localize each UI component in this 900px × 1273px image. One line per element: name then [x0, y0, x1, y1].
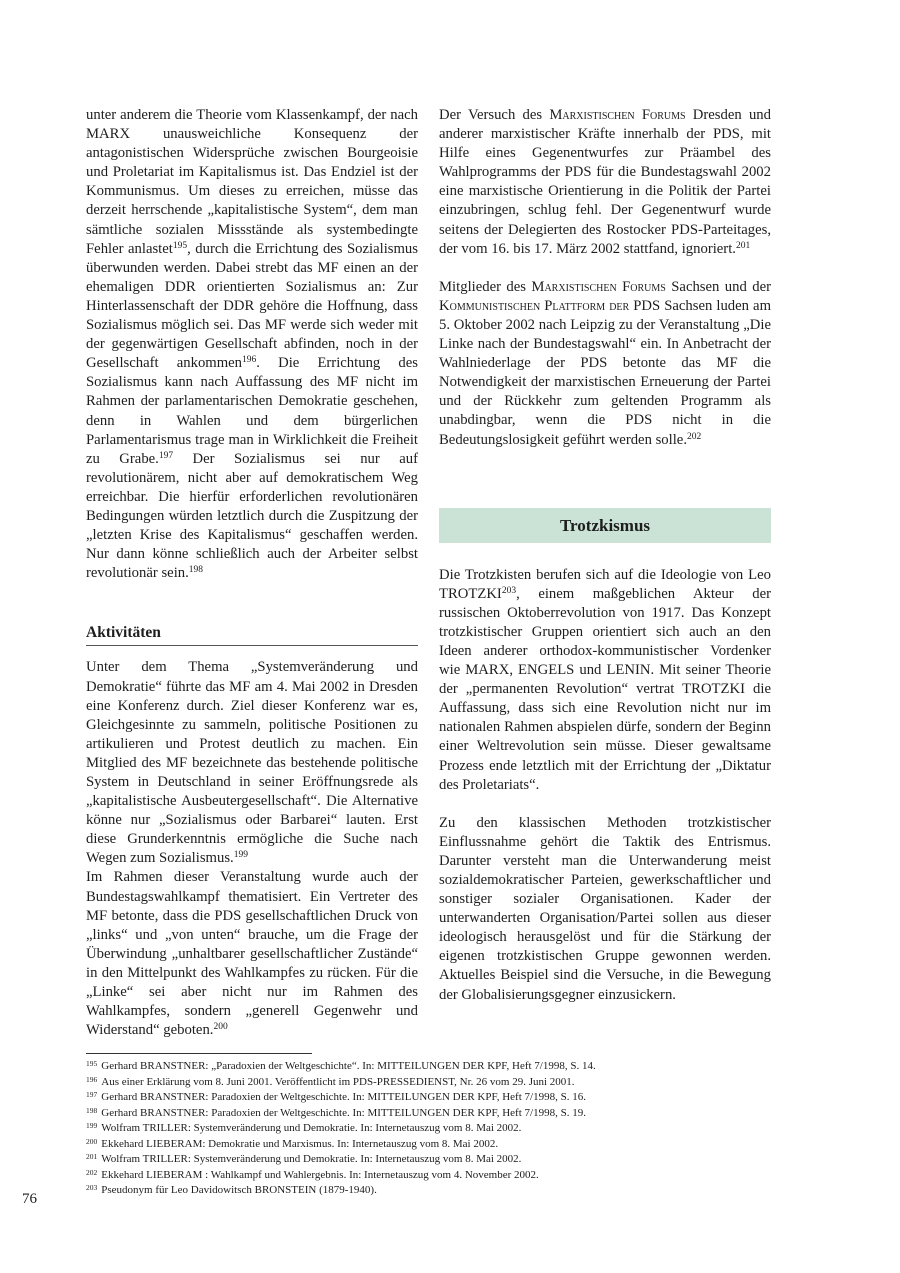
- footnote: $^{199}$ Wolfram TRILLER: Systemveränderung und Demokratie. In: Internetauszug vom 8. Mai 2002.: [86, 1121, 522, 1134]
- paragraph-entrism: Zu den klassischen Methoden trotzkistischer Einflussnahme gehört die Taktik des Entrismus. Darunter versteht man die Unterwanderung meist sozialdemokratischer Parteien, gewerkschaftlicher und sonstiger sozialer Organisationen. Kader der unterwanderten Organisation/Partei sollen aus dieser ideologisch herausgelöst und für die Stärkung der eigenen trotzkistischen Gruppe gewonnen werden. Aktuelles Beispiel sind die Versuche, in die Bewegung der Globalisierungsgegner einzusickern.: [439, 814, 771, 1003]
- footnote: $^{202}$ Ekkehard LIEBERAM : Wahlkampf und Wahlergebnis. In: Internetauszug vom 4. November 2002.: [86, 1167, 539, 1181]
- footnote-divider: [86, 1053, 312, 1054]
- footnote-ref: 201: [735, 240, 751, 251]
- heading-aktivitaeten: Aktivitäten: [86, 623, 418, 646]
- footnote-ref: 203: [501, 585, 517, 596]
- paragraph-conference: Unter dem Thema „Systemveränderung und Demokratie“ führte das MF am 4. Mai 2002 in Dresden eine Konferenz durch. Ziel dieser Konferenz war es, Gleichgesinnte zu sammeln, politische Positionen zu artikulieren und Protest deutlich zu machen. Ein Mitglied des MF bezeichnete das bestehende politische System in Deutschland in seiner Eröffnungsrede als „kapitalistische Ausbeutergesellschaft“. Die Alternative könne nur „Sozialismus oder Barbarei“ lauten. Erst diese Grunderkenntnis ermögliche die Suche nach Wegen zum Sozialismus.$^{199}$: [86, 659, 418, 867]
- footnote-ref: 199: [233, 850, 248, 861]
- footnote: $^{198}$ Gerhard BRANSTNER: Paradoxien der Weltgeschichte. In: MITTEILUNGEN DER KPF, Heft 7/1998, S. 19.: [86, 1105, 586, 1119]
- page-number: 76: [22, 1191, 37, 1207]
- paragraph-marxism-theory: unter anderem die Theorie vom Klassenkampf, der nach MARX unausweichliche Konsequenz der antagonistischen Widersprüche zwischen Bourgeoisie und Proletariat im Kapitalismus ist. Das Endziel ist der Kommunismus. Um dieses zu erreichen, müsse das derzeit herrschende „kapitalistische System“, dem man sämtliche sozialen Missstände als systembedingte Fehler anlastet$^{195}$, durch die Errichtung des Sozialismus überwunden werden. Dabei strebt das MF einen an der ehemaligen DDR orientierten Sozialismus an: Zur Hinterlassenschaft der DDR gehöre die Hoffnung, dass Sozialismus möglich sei. Das MF werde sich weder mit der gegenwärtigen Gesellschaft abfinden, noch in der Gesellschaft ankommen$^{196}$. Die Errichtung des Sozialismus kann nach Auffassung des MF nicht im Rahmen der parlamentarischen Demokratie geschehen, denn in Wahlen und dem bürgerlichen Parlamentarismus trage man in Wirklichkeit die Freiheit zu Grabe.$^{197}$ Der Sozialismus sei nur auf revolutionärem, nicht aber auf demokratischem Weg erreichbar. Die hierfür erforderlichen revolutionären Bedingungen würden letztlich durch die Zuspitzung der „letzten Krise des Kapitalismus“ geschaffen werden. Nur dann könne schließlich auch der Arbeiter selbst revolutionär sein.$^{198}$: [86, 107, 418, 582]
- footnote: $^{195}$ Gerhard BRANSTNER: „Paradoxien der Weltgeschichte“. In: MITTEILUNGEN DER KPF, Heft 7/1998, S. 14.: [86, 1059, 596, 1072]
- footnote-ref: 197: [158, 450, 174, 461]
- footnote-ref: 195: [172, 240, 188, 251]
- footnote-ref: 202: [687, 431, 702, 442]
- paragraph-counter-draft: Der Versuch des Marxistischen Forums Dresden und anderer marxistischer Kräfte innerhalb der PDS, mit Hilfe eines Gegenentwurfes zur Präambel des Wahlprogramms der PDS für die Bundestagswahl 2002 eine marxistische Orientierung in die Politik der Partei einzubringen, schlug fehl. Der Gegenentwurf wurde seitens der Delegierten des Rostocker PDS-Parteitages, der vom 16. bis 17. März 2002 stattfand, ignoriert.$^{201}$: [439, 107, 771, 257]
- footnotes: [86, 1053, 786, 1199]
- left-column: [86, 106, 418, 1040]
- section-title-trotzkismus: Trotzkismus: [439, 508, 771, 543]
- footnote-ref: 198: [188, 565, 204, 576]
- paragraph-leipzig-event: Mitglieder des Marxistischen Forums Sachsen und der Kommunistischen Plattform der PDS Sachsen luden am 5. Oktober 2002 nach Leipzig zu der Veranstaltung „Die Linke nach der Bundestagswahl“ ein. In Anbetracht der Wahlniederlage der PDS betonte das MF die Notwendigkeit der marxistischen Erneuerung der Partei und der Rückkehr zum geltenden Programm als unabdingbar, wenn die PDS nicht in die Bedeutungslosigkeit geführt werden solle.$^{202}$: [439, 278, 771, 448]
- footnote: $^{196}$ Aus einer Erklärung vom 8. Juni 2001. Veröffentlicht im PDS-PRESSEDIENST, Nr. 26 vom 29. Juni 2001.: [86, 1074, 575, 1088]
- right-column: [439, 106, 771, 1005]
- footnote: $^{197}$ Gerhard BRANSTNER: Paradoxien der Weltgeschichte. In: MITTEILUNGEN DER KPF, Heft 7/1998, S. 16.: [86, 1090, 586, 1103]
- footnote: $^{201}$ Wolfram TRILLER: Systemveränderung und Demokratie. In: Internetauszug vom 8. Mai 2002.: [86, 1152, 522, 1165]
- footnote: $^{203}$ Pseudonym für Leo Davidowitsch BRONSTEIN (1879-1940).: [86, 1183, 377, 1196]
- footnote-ref: 196: [242, 355, 257, 366]
- paragraph-trotzky-ideology: Die Trotzkisten berufen sich auf die Ideologie von Leo TROTZKI$^{203}$, einem maßgeblichen Akteur der russischen Oktoberrevolution von 1917. Das Konzept trotzkistischer Gruppen orientiert sich auch an den Ideen anderer orthodox-kommunistischer Vordenker wie MARX, ENGELS und LENIN. Mit seiner Theorie der „permanenten Revolution“ vertrat TROTZKI die Auffassung, dass sich eine Revolution nicht nur im nationalen Rahmen abspielen dürfe, sondern der Beginn einer Weltrevolution sein müsse. Dieser gewaltsame Prozess ende letztlich mit der Errichtung der „Diktatur des Proletariats“.: [439, 566, 771, 793]
- footnote: $^{200}$ Ekkehard LIEBERAM: Demokratie und Marxismus. In: Internetauszug vom 8. Mai 2002.: [86, 1136, 499, 1150]
- footnote-ref: 200: [213, 1022, 228, 1033]
- paragraph-election-campaign: Im Rahmen dieser Veranstaltung wurde auch der Bundestagswahlkampf thematisiert. Ein Vertreter des MF betonte, dass die PDS gesellschaftlichen Druck von „links“ und „von unten“ brauche, um die Frage der Überwindung „unhaltbarer gesellschaftlicher Zustände“ in den Mittelpunkt des Wahlkampfes zu rücken. Für die „Linke“ sei aber nicht nur im Rahmen des Wahlkampfes, sondern „generell Gegenwehr und Widerstand“ geboten.$^{200}$: [86, 869, 418, 1039]
